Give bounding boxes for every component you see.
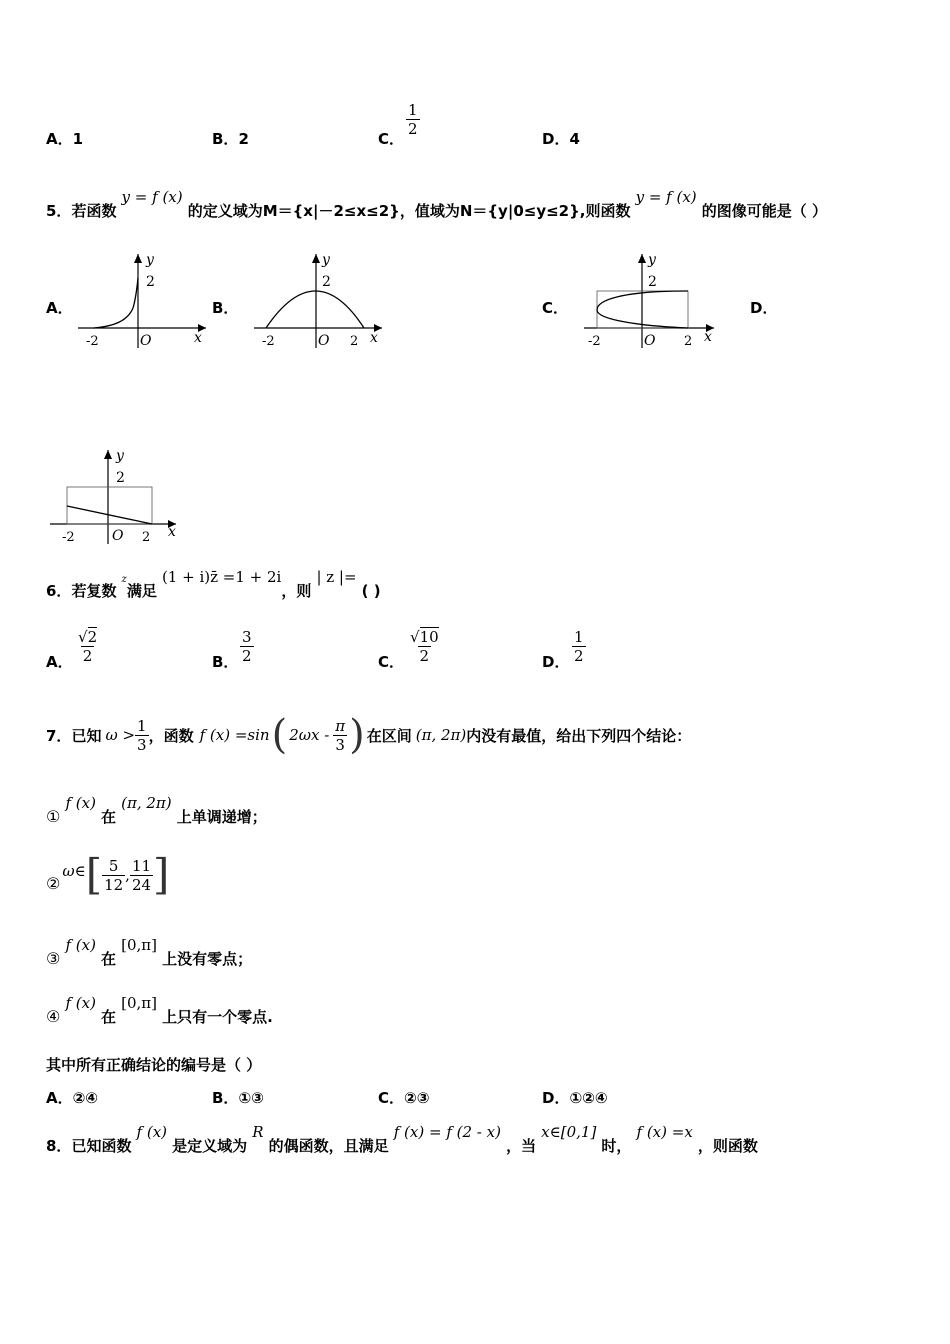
- q7-conclusion-3: ③ f (x) 在 [0,π] 上没有零点；: [46, 936, 253, 968]
- q6-option-d: $\frac{1}{2}$: [574, 628, 584, 665]
- q7-omega-fraction: $\frac{1}{3}$: [137, 716, 147, 754]
- q6-abs: | z |=: [316, 568, 357, 586]
- svg-text:y: y: [322, 252, 330, 268]
- q5-graph-a: [76, 248, 210, 352]
- svg-text:O: O: [318, 333, 330, 349]
- q5-graph-c: [582, 248, 722, 352]
- q6-z: z: [121, 574, 127, 585]
- q5-formula-2: y = f (x): [635, 188, 697, 206]
- q4-option-a: A．1: [46, 130, 84, 148]
- svg-text:2: 2: [146, 274, 155, 290]
- q7-option-c: C．②③: [378, 1089, 430, 1107]
- svg-text:x: x: [194, 330, 202, 346]
- q7-conclusion-4: ④ f (x) 在 [0,π] 上只有一个零点.: [46, 994, 273, 1026]
- q6-label-a: A．: [46, 653, 73, 671]
- svg-text:2: 2: [116, 470, 125, 486]
- q7-option-b: B．①③: [212, 1089, 264, 1107]
- q5-label-b: B．: [212, 299, 239, 317]
- svg-text:2: 2: [322, 274, 331, 290]
- q6-label-c: C．: [378, 653, 405, 671]
- q5-label-c: C．: [542, 299, 569, 317]
- q8-stem: 8．已知函数 f (x) 是定义域为 R 的偶函数，且满足 f (x) = f (2 - x) ，当 x∈[0,1] 时， f (x) =x ，则函数: [46, 1123, 758, 1155]
- svg-text:x: x: [168, 524, 176, 540]
- svg-text:y: y: [648, 252, 656, 268]
- svg-text:O: O: [112, 528, 124, 544]
- q5-label-a: A．: [46, 299, 73, 317]
- q5-graph-b: [252, 248, 388, 352]
- svg-text:2: 2: [648, 274, 657, 290]
- svg-text:2: 2: [142, 530, 151, 545]
- svg-text:2: 2: [350, 334, 359, 349]
- svg-text:x: x: [704, 329, 712, 345]
- q7-option-d: D．①②④: [542, 1089, 608, 1107]
- svg-text:x: x: [370, 330, 378, 346]
- svg-text:-2: -2: [262, 334, 275, 349]
- q6-label-b: B．: [212, 653, 239, 671]
- q5-stem: 5．若函数 y = f (x) 的定义域为M＝{x|－2≤x≤2}，值域为N＝{y|0≤y≤2},则函数 y = f (x) 的图像可能是（ ）: [46, 188, 827, 220]
- q7-option-a: A．②④: [46, 1089, 99, 1107]
- q4-option-d: D．4: [542, 130, 580, 148]
- svg-text:-2: -2: [62, 530, 75, 545]
- q5-graph-d: [48, 444, 184, 548]
- q5-formula-1: y = f (x): [121, 188, 183, 206]
- svg-text:O: O: [644, 333, 656, 349]
- q6-option-b: $\frac{3}{2}$: [242, 628, 252, 665]
- q4-option-c-fraction: $\frac{1}{2}$: [408, 101, 418, 138]
- svg-text:y: y: [116, 448, 124, 464]
- q7-stem: 7． 已知 ω > $\frac{1}{3}$ ，函数 f (x) =sin ( 2ωx - $\frac{\pi}{3}$ ) 在区间 (π, 2π) 内没有最值，给出下列四个结论：: [46, 712, 692, 758]
- q7-conclusion-1: ① f (x) 在 (π, 2π) 上单调递增；: [46, 794, 267, 826]
- q6-stem: 6．若复数 z满足 (1 + i)z̄ =1 + 2i，则 | z |= ( ): [46, 568, 381, 600]
- q6-option-a: $\frac{√2}{2}$: [78, 628, 98, 665]
- svg-text:y: y: [146, 252, 154, 268]
- svg-text:-2: -2: [588, 334, 601, 349]
- svg-text:-2: -2: [86, 334, 99, 349]
- q6-label-d: D．: [542, 653, 570, 671]
- q7-conclusion-2: ② ω∈ [ $\frac{5}{12}$ , $\frac{11}{24}$ ]: [46, 850, 170, 899]
- q5-label-d: D．: [750, 299, 778, 317]
- q4-option-b: B．2: [212, 130, 249, 148]
- q6-equation: (1 + i)z̄ =1 + 2i: [161, 568, 282, 586]
- q7-question: 其中所有正确结论的编号是（ ）: [46, 1056, 262, 1074]
- svg-text:O: O: [140, 333, 152, 349]
- svg-text:2: 2: [684, 334, 693, 349]
- q6-option-c: $\frac{√10}{2}$: [410, 628, 439, 665]
- q4-option-c-label: C．: [378, 130, 405, 148]
